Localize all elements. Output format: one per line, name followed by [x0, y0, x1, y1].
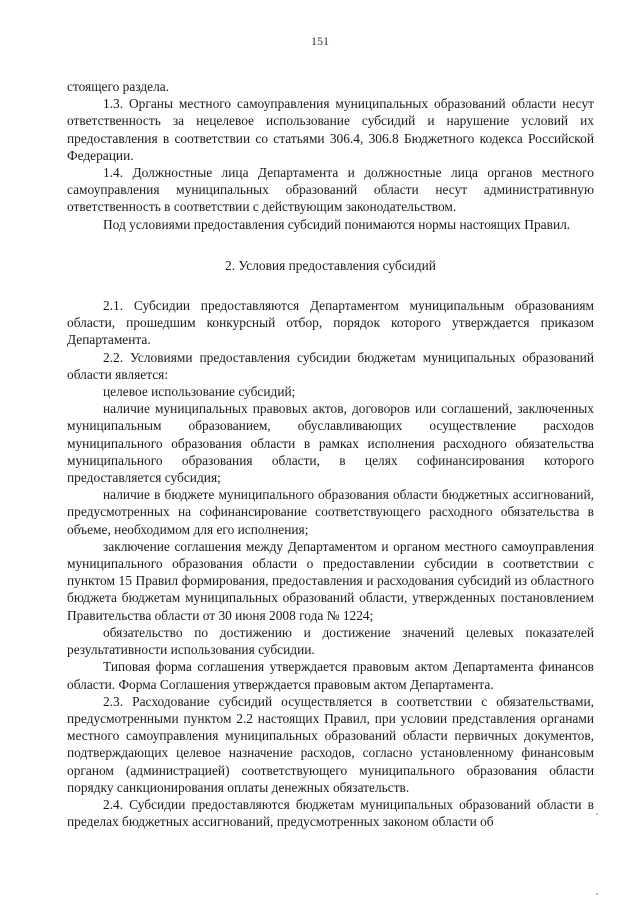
section-heading: 2. Условия предоставления субсидий: [225, 257, 436, 273]
paragraph: обязательство по достижению и достижение значений целевых показателей результативности использования субсидии.: [67, 624, 594, 658]
document-body: [67, 78, 594, 830]
paragraph: Типовая форма соглашения утверждается правовым актом Департамента финансов области. Форма Соглашения утверждается правовым актом Департамента.: [67, 659, 594, 692]
page-number: 151: [311, 34, 329, 48]
paragraph: 1.3. Органы местного самоуправления муниципальных образований области несут ответственность за нецелевое использование субсидий и нарушение условий их предоставления в соответствии со статьями 306.4, 306.8 Бюджетного кодекса Российской Федерации.: [67, 96, 594, 163]
paragraph: 2.2. Условиями предоставления субсидии бюджетам муниципальных образований области является:: [67, 349, 594, 382]
paragraph: 2.4. Субсидии предоставляются бюджетам муниципальных образований области в пределах бюджетных ассигнований, предусмотренных законом области об: [67, 796, 594, 830]
scan-artifact: [596, 813, 598, 815]
paragraph: 2.3. Расходование субсидий осуществляется в соответствии с обязательствами, предусмотренными пунктом 2.2 настоящих Правил, при условии представления органами местного самоуправления муниципальных образований области первичных документов, подтверждающих целевое назначение расходов, согласно установленному финансовым органом (администрацией) соответствующего муниципального образования области порядку санкционирования оплаты денежных обязательств.: [67, 693, 594, 795]
paragraph: заключение соглашения между Департаментом и органом местного самоуправления муниципального образования области о предоставлении субсидии в соответствии с пунктом 15 Правил формирования, предоставления и расходования субсидий из областного бюджета бюджетам муниципальных образований области, утвержденных постановлением Правительства области от 30 июня 2008 года № 1224;: [67, 538, 594, 623]
paragraph: 2.1. Субсидии предоставляются Департаментом муниципальным образованиям области, прошедшим конкурсный отбор, порядок которого утверждается приказом Департамента.: [67, 298, 594, 348]
paragraph: наличие в бюджете муниципального образования области бюджетных ассигнований, предусмотренных на софинансирование соответствующего расходного обязательства в объеме, необходимом для его исполнения;: [67, 487, 594, 537]
paragraph: Под условиями предоставления субсидий понимаются нормы настоящих Правил.: [103, 216, 571, 232]
paragraph: наличие муниципальных правовых актов, договоров или соглашений, заключенных муниципальным образованием, обуславливающих осуществление расходов муниципального образования области в рамках исполнения расходного обязательства муниципального образования области, в целях софинансирования которого предоставляется субсидия;: [67, 401, 594, 486]
paragraph: стоящего раздела.: [67, 79, 170, 94]
paragraph: целевое использование субсидий;: [103, 384, 296, 400]
paragraph: 1.4. Должностные лица Департамента и должностные лица органов местного самоуправления муниципальных образований области несут административную ответственность в соответствии с действующим законодательством.: [67, 165, 594, 215]
scan-artifact: [596, 893, 598, 895]
